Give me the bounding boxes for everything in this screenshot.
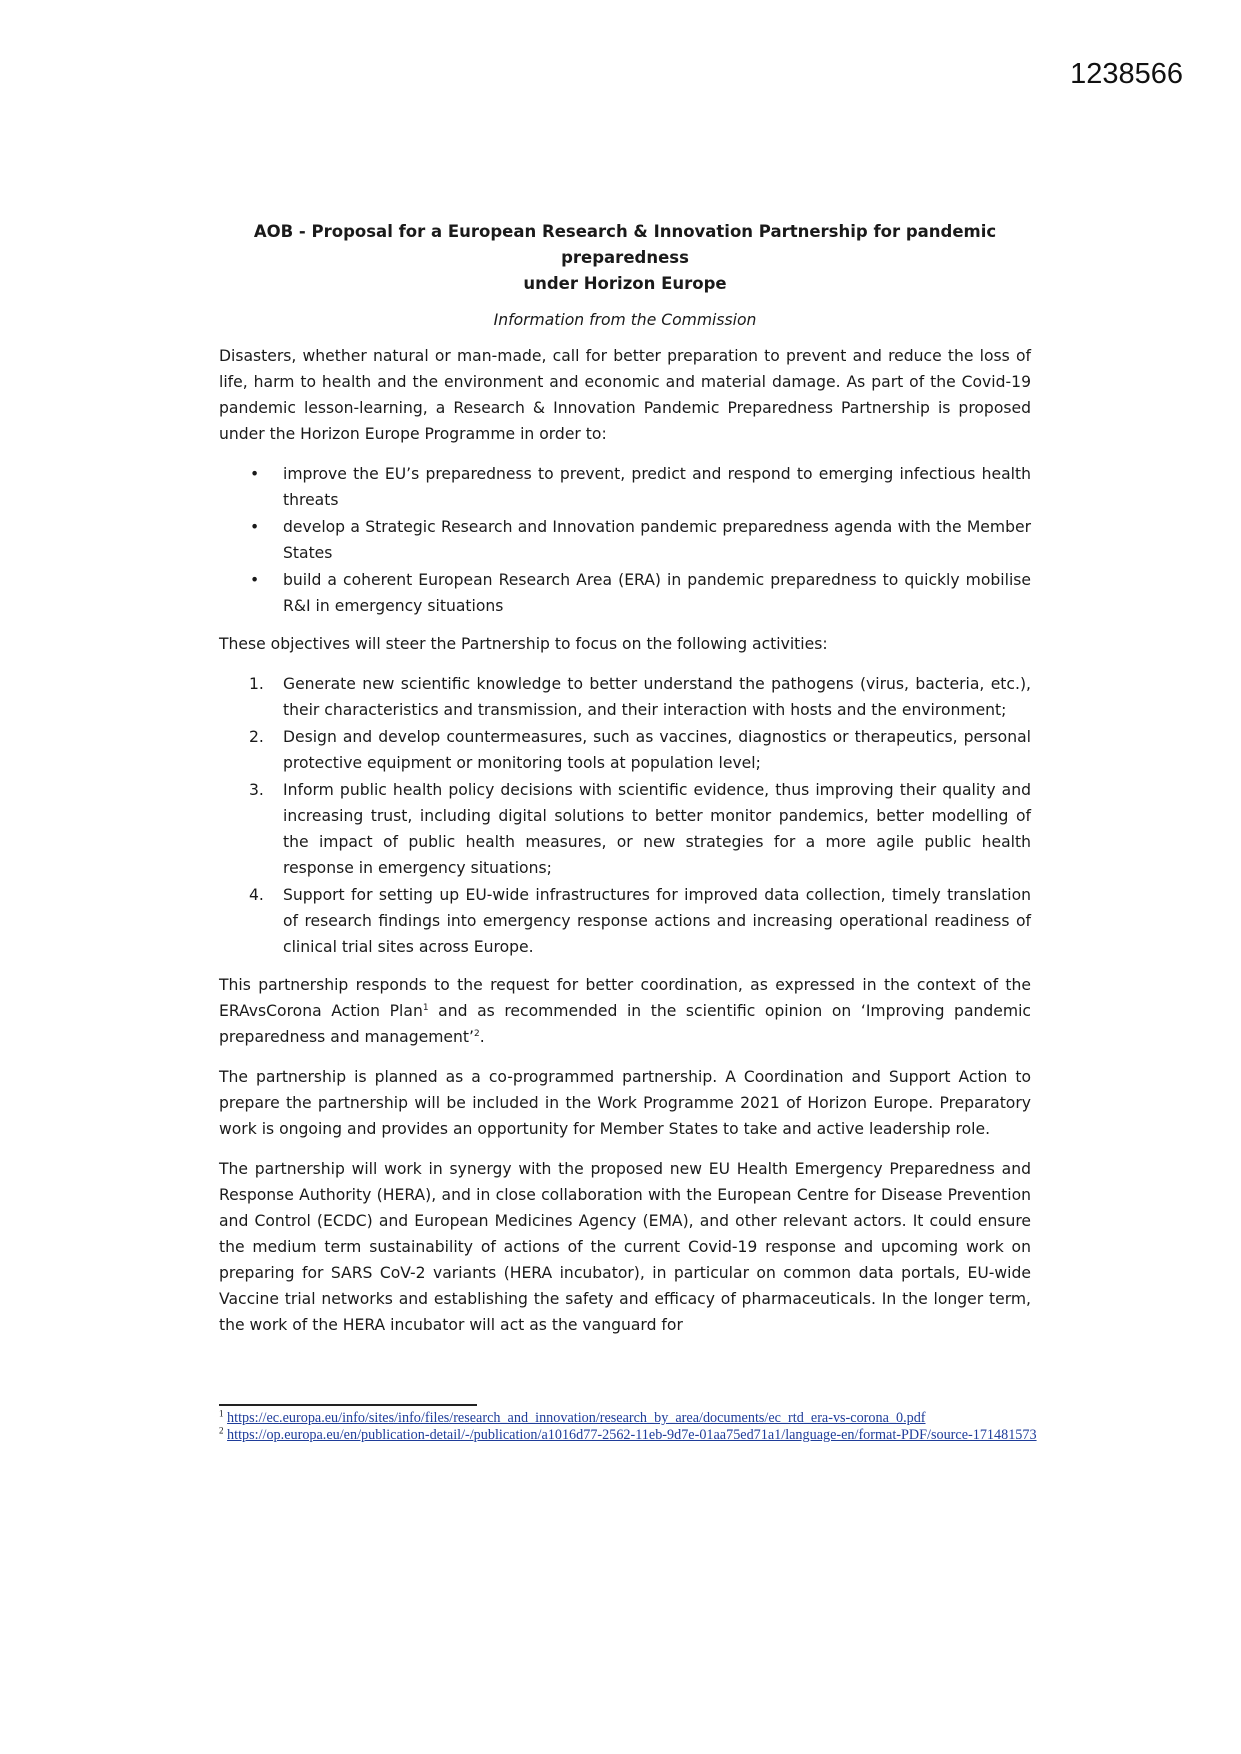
objective-text: build a coherent European Research Area (ERA) in pandemic preparedness to quickly mobilise R&I in emergency situations (283, 571, 1031, 615)
footnote-divider (219, 1404, 477, 1406)
objective-item (219, 567, 1031, 619)
programmed-paragraph: The partnership is planned as a co-programmed partnership. A Coordination and Support Action to prepare the partnership will be included in the Work Programme 2021 of Horizon Europe. Preparatory work is ongoing and provides an opportunity for Member States to take and active leadership role. (219, 1068, 1031, 1138)
activities-list (219, 671, 1031, 960)
synergy-paragraph: The partnership will work in synergy with the proposed new EU Health Emergency Preparedness and Response Authority (HERA), and in close collaboration with the European Centre for Disease Prevention and Control (ECDC) and European Medicines Agency (EMA), and other relevant actors. It could ensure the medium term sustainability of actions of the current Covid-19 response and upcoming work on preparing for SARS CoV-2 variants (HERA incubator), in particular on common data portals, EU-wide Vaccine trial networks and establishing the safety and efficacy of pharmaceuticals. In the longer term, the work of the HERA incubator will act as the vanguard for (219, 1160, 1031, 1334)
bullet-icon: • (250, 571, 260, 589)
bullet-icon: • (250, 518, 260, 536)
footnote-mark: 1 (219, 1408, 224, 1419)
activity-number: 4. (249, 886, 264, 904)
activity-text: Design and develop countermeasures, such as vaccines, diagnostics or therapeutics, personal protective equipment or monitoring tools at population level; (283, 728, 1031, 772)
activity-item (219, 724, 1031, 776)
activity-text: Inform public health policy decisions with scientific evidence, thus improving their quality and increasing trust, including digital solutions to better monitor pandemics, better modelling of the impact of public health measures, or new strategies for a more agile public health response in emergency situations; (283, 781, 1031, 877)
activity-text: Support for setting up EU-wide infrastructures for improved data collection, timely translation of research findings into emergency response actions and increasing operational readiness of clinical trial sites across Europe. (283, 886, 1031, 956)
coordination-text-1: This partnership responds to the request for better coordination, as expressed in the context of the ERAvsCorona Action Plan (219, 976, 1031, 1020)
footnotes (219, 1410, 1039, 1444)
coordination-text-2: and as recommended in the scientific opinion on ‘Improving pandemic preparedness and management’ (219, 1002, 1031, 1046)
footnote-link-1[interactable]: https://ec.europa.eu/info/sites/info/files/research_and_innovation/research_by_area/documents/ec_rtd_era-vs-corona_0.pdf (227, 1410, 926, 1426)
activity-item (219, 882, 1031, 960)
document-body (219, 219, 1031, 1352)
objective-item (219, 461, 1031, 513)
objective-item (219, 514, 1031, 566)
activity-item (219, 777, 1031, 881)
footnote-link-2[interactable]: https://op.europa.eu/en/publication-detail/-/publication/a1016d77-2562-11eb-9d7e-01aa75ed71a1/language-en/format-PDF/source-171481573 (227, 1427, 1037, 1443)
activity-text: Generate new scientific knowledge to better understand the pathogens (virus, bacteria, etc.), their characteristics and transmission, and their interaction with hosts and the environment; (283, 675, 1031, 719)
activity-item (219, 671, 1031, 723)
footnote-ref-1[interactable]: 1 (422, 1002, 429, 1013)
coordination-text-3: . (479, 1028, 485, 1046)
footnote-1 (219, 1410, 1039, 1427)
document-subtitle: Information from the Commission (493, 311, 757, 329)
coordination-paragraph (219, 972, 1031, 1050)
objective-text: improve the EU’s preparedness to prevent, predict and respond to emerging infectious health threats (283, 465, 1031, 509)
footnote-mark: 2 (219, 1425, 224, 1436)
document-title (219, 219, 1031, 297)
footnote-2 (219, 1427, 1039, 1444)
bullet-icon: • (250, 465, 260, 483)
objectives-list (219, 461, 1031, 619)
activities-intro: These objectives will steer the Partnership to focus on the following activities: (219, 635, 828, 653)
activity-number: 1. (249, 675, 264, 693)
intro-paragraph: Disasters, whether natural or man-made, call for better preparation to prevent and reduce the loss of life, harm to health and the environment and economic and material damage. As part of the Covid-19 pandemic lesson-learning, a Research & Innovation Pandemic Preparedness Partnership is proposed under the Horizon Europe Programme in order to: (219, 347, 1031, 443)
title-line-1: AOB - Proposal for a European Research & Innovation Partnership for pandemic preparedness (253, 222, 997, 267)
activity-number: 2. (249, 728, 264, 746)
document-number: 1238566 (1070, 58, 1183, 90)
activity-number: 3. (249, 781, 264, 799)
objective-text: develop a Strategic Research and Innovation pandemic preparedness agenda with the Member States (283, 518, 1031, 562)
footnote-ref-2[interactable]: 2 (473, 1028, 480, 1039)
title-line-2: under Horizon Europe (523, 274, 727, 293)
